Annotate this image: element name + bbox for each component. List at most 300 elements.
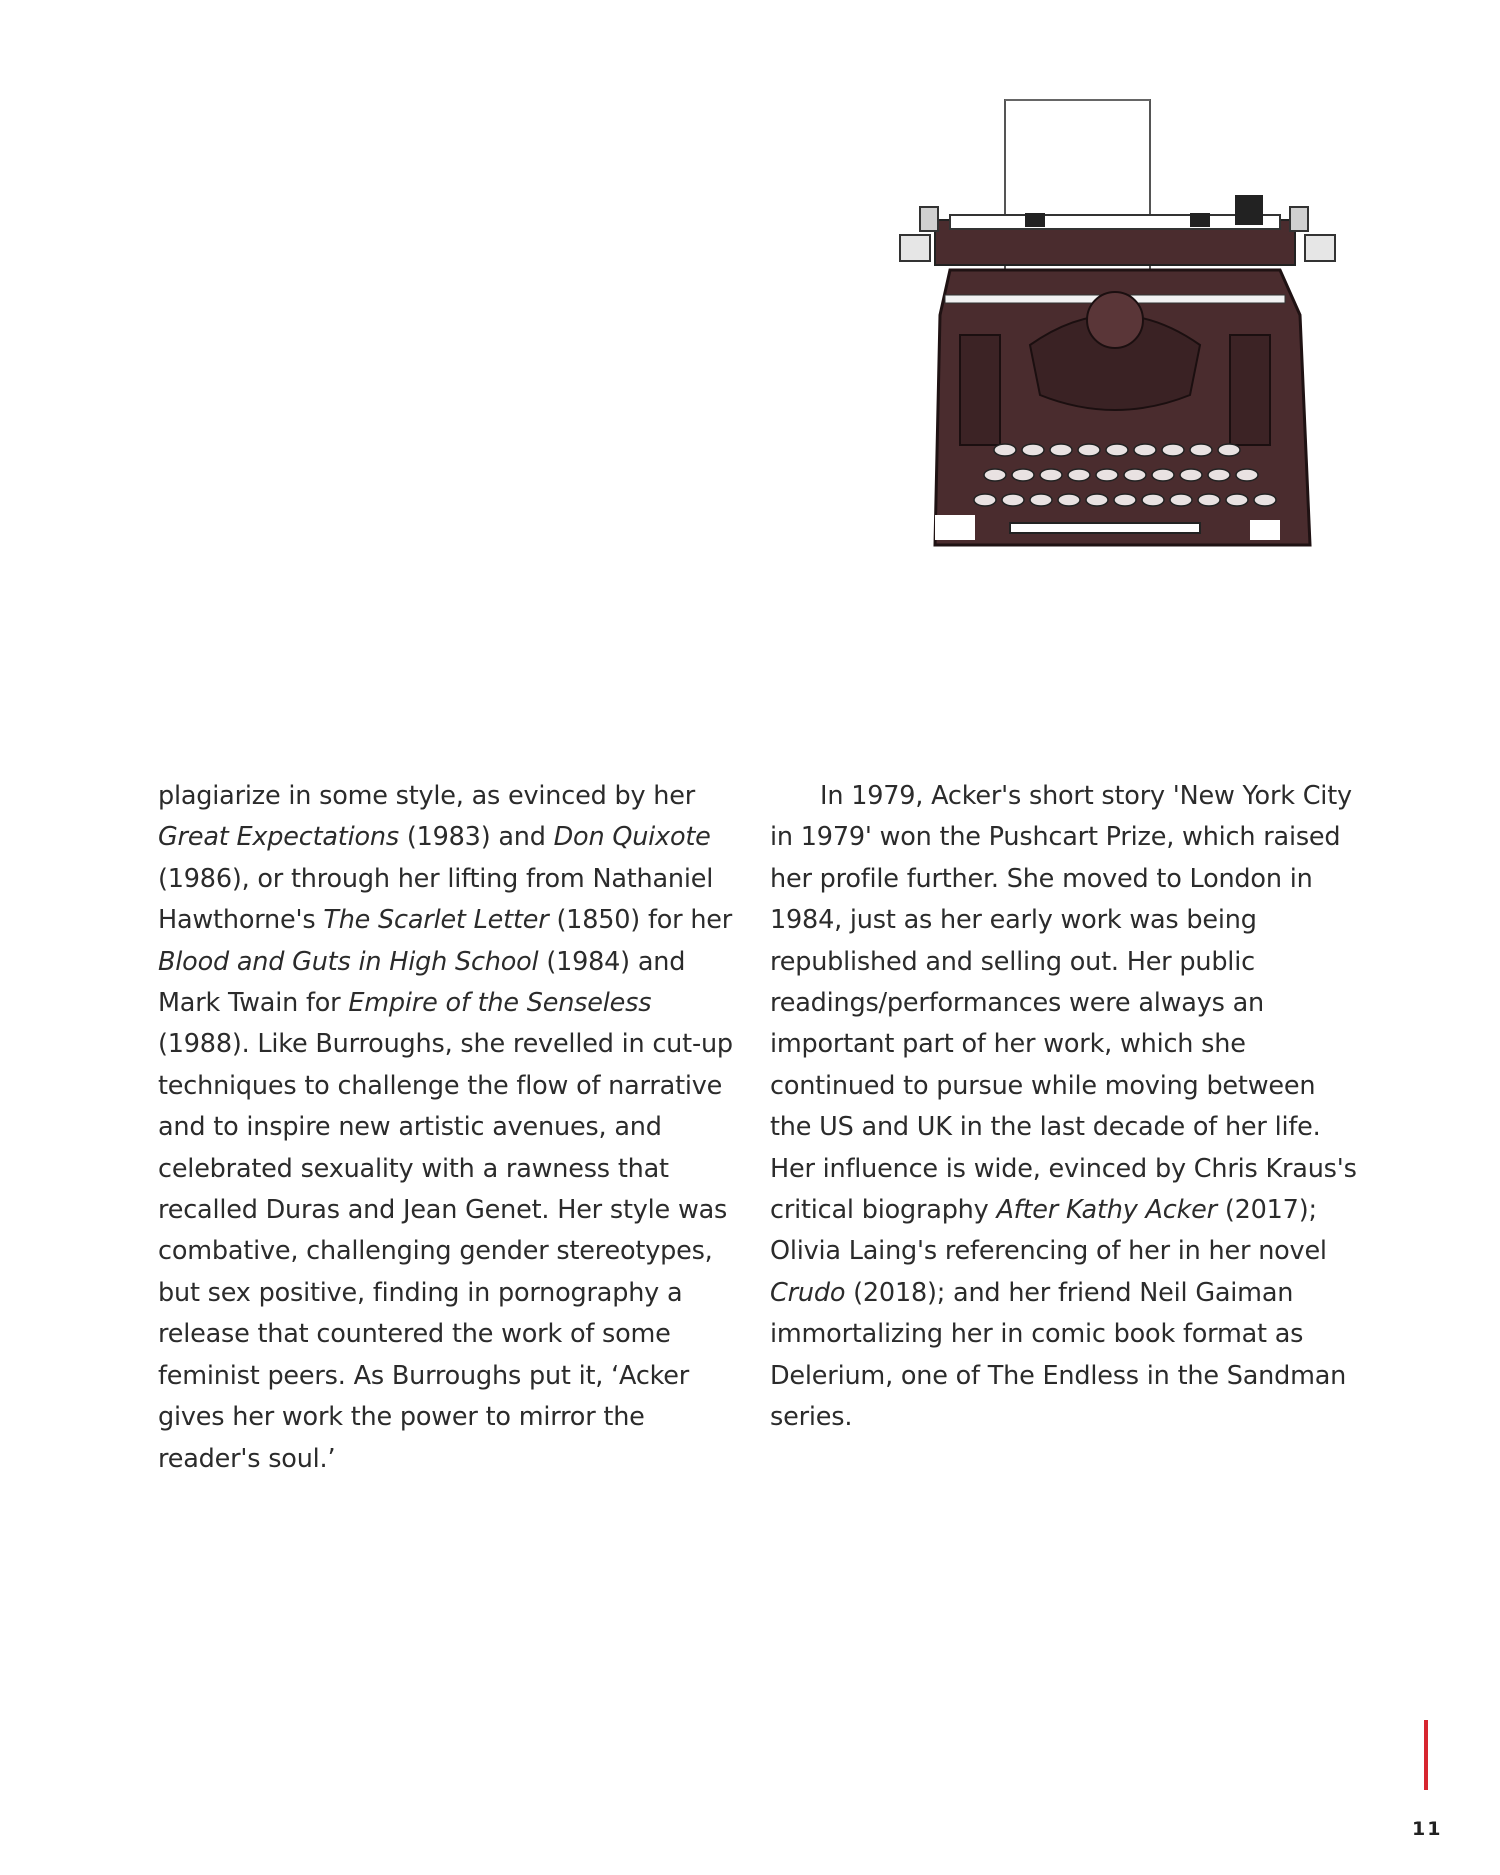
text-segment: her — [1008, 1277, 1051, 1308]
italic-title — [1058, 1195, 1066, 1225]
text-segment: ‘Acker — [611, 1360, 690, 1391]
text-line — [770, 1190, 1370, 1231]
text-segment: inspire — [246, 1112, 331, 1143]
text-line — [770, 900, 1370, 941]
text-segment: (1988). — [158, 1029, 250, 1060]
text-segment: the — [990, 1112, 1032, 1143]
text-segment: Her — [770, 1153, 815, 1184]
italic-title: Empire — [348, 988, 438, 1019]
text-line — [770, 859, 1370, 900]
text-line — [158, 1273, 758, 1314]
text-segment — [640, 905, 648, 935]
text-segment: of — [1096, 1236, 1121, 1267]
text-segment: As — [353, 1360, 384, 1391]
text-segment: Gaiman — [1195, 1277, 1294, 1308]
text-segment — [459, 1278, 467, 1308]
text-segment — [568, 1071, 576, 1101]
text-segment — [500, 781, 508, 811]
italic-title: in — [358, 946, 382, 977]
text-segment: her — [950, 1319, 993, 1350]
text-line — [770, 1066, 1370, 1107]
text-segment: (1986), — [158, 863, 250, 894]
text-segment: her — [1208, 1236, 1251, 1267]
text-segment: to — [903, 1070, 929, 1101]
text-segment: UK — [916, 1112, 952, 1143]
text-segment: her — [939, 905, 982, 936]
text-segment: life. — [1274, 1112, 1321, 1143]
italic-title — [470, 988, 478, 1018]
text-segment: of — [955, 1360, 980, 1391]
italic-title: Guts — [292, 946, 351, 977]
text-line — [770, 983, 1370, 1024]
text-segment: of — [961, 1029, 986, 1060]
text-segment: moved — [1062, 863, 1149, 894]
text-segment: and — [498, 822, 546, 853]
text-segment: in — [1177, 1236, 1201, 1267]
text-segment: Jean — [403, 1195, 458, 1226]
text-segment: her — [770, 863, 812, 894]
text-line — [158, 1356, 758, 1397]
text-segment — [250, 1319, 258, 1349]
text-segment — [895, 1071, 903, 1101]
text-segment: just — [849, 905, 896, 936]
text-segment: 1984, — [770, 905, 843, 936]
italic-title: School — [454, 946, 539, 977]
text-segment: plagiarize — [158, 781, 281, 811]
text-segment: Chris — [1193, 1153, 1258, 1184]
text-segment — [1186, 1154, 1194, 1184]
text-segment — [600, 1071, 608, 1101]
italic-title: High — [389, 946, 448, 977]
text-segment: finding — [372, 1277, 460, 1308]
text-segment — [893, 1361, 901, 1391]
text-segment: Nathaniel — [592, 863, 714, 894]
text-segment: London — [1189, 863, 1282, 894]
text-segment — [1201, 1236, 1209, 1266]
text-segment — [1267, 1112, 1275, 1142]
text-segment: an — [1232, 988, 1264, 1019]
text-segment — [1217, 1195, 1225, 1225]
text-segment: (2017); — [1224, 1195, 1317, 1226]
text-segment: from — [525, 863, 585, 894]
text-line — [158, 1024, 758, 1065]
text-line — [770, 1397, 1370, 1438]
text-line — [158, 1231, 758, 1272]
text-segment: feminist — [158, 1360, 260, 1391]
text-segment — [498, 1154, 506, 1184]
text-segment — [1225, 988, 1233, 1018]
text-segment — [896, 905, 904, 935]
text-segment — [478, 1402, 486, 1432]
text-segment: gives — [158, 1402, 225, 1433]
text-segment: profile — [819, 863, 899, 894]
italic-title: Kathy — [1065, 1195, 1138, 1226]
text-segment: decade — [1092, 1112, 1185, 1143]
text-line — [770, 1149, 1370, 1190]
text-segment — [1170, 1236, 1178, 1266]
text-segment: Pushcart — [988, 822, 1098, 853]
text-segment: artistic — [398, 1112, 485, 1143]
text-segment — [546, 822, 554, 852]
text-segment — [980, 1361, 988, 1391]
text-segment: book — [1113, 1319, 1176, 1350]
text-segment — [909, 1112, 917, 1142]
text-segment — [1193, 1029, 1201, 1059]
text-segment: in — [959, 1112, 983, 1143]
text-segment: the — [603, 1402, 645, 1433]
text-segment — [614, 1029, 622, 1059]
text-segment: Genet. — [465, 1195, 550, 1226]
text-segment — [399, 822, 407, 852]
italic-title: the — [477, 988, 519, 1019]
italic-title: After — [996, 1195, 1059, 1226]
right-column — [770, 776, 1370, 1439]
text-segment — [1085, 1112, 1093, 1142]
text-segment — [602, 1195, 610, 1225]
text-segment: the — [939, 822, 981, 853]
text-segment: techniques — [158, 1070, 297, 1101]
text-segment — [841, 1236, 849, 1266]
text-segment: City — [1302, 781, 1352, 811]
text-segment: Acker's — [931, 781, 1022, 811]
text-segment — [811, 1112, 819, 1142]
text-line — [770, 942, 1370, 983]
text-segment: combative, — [158, 1236, 299, 1267]
text-segment — [952, 1112, 960, 1142]
text-line — [158, 1149, 758, 1190]
text-segment — [954, 1029, 962, 1059]
text-segment: York — [1242, 781, 1295, 811]
text-segment: some — [319, 781, 388, 811]
italic-title: Don — [553, 822, 605, 853]
text-segment — [923, 781, 931, 811]
text-segment — [937, 1236, 945, 1266]
text-segment — [982, 905, 990, 935]
text-segment — [293, 1154, 301, 1184]
text-segment: as — [471, 781, 501, 811]
text-segment: and — [637, 946, 686, 977]
text-segment — [793, 822, 801, 852]
text-segment — [505, 1029, 513, 1059]
text-segment — [1023, 1071, 1031, 1101]
text-segment — [1032, 1112, 1040, 1142]
text-segment: to — [1156, 863, 1182, 894]
text-segment — [365, 1278, 373, 1308]
text-segment: Olivia — [770, 1236, 841, 1267]
italic-title: The — [323, 905, 371, 936]
text-segment — [258, 1195, 266, 1225]
text-segment: Endless — [1042, 1360, 1139, 1391]
text-line — [770, 1024, 1370, 1065]
text-segment: Delerium, — [770, 1360, 893, 1391]
text-line — [158, 900, 758, 941]
text-segment: recalled — [158, 1195, 258, 1226]
text-segment: work, — [1043, 1029, 1113, 1060]
text-line — [770, 1356, 1370, 1397]
text-segment: (2018); — [853, 1277, 946, 1308]
text-segment — [1139, 1361, 1147, 1391]
italic-title: Crudo — [770, 1277, 846, 1308]
text-segment — [842, 905, 850, 935]
text-segment — [1023, 1319, 1031, 1349]
text-segment: 1979' — [800, 822, 872, 853]
text-segment: new — [338, 1112, 391, 1143]
text-segment: mirror — [518, 1402, 596, 1433]
text-segment: referencing — [944, 1236, 1089, 1267]
text-segment: her — [690, 905, 733, 936]
text-segment — [981, 822, 989, 852]
text-segment: in — [1146, 1360, 1170, 1391]
italic-title — [447, 947, 455, 977]
text-segment: to — [304, 1070, 330, 1101]
text-segment: which — [1119, 1029, 1194, 1060]
text-segment: in — [467, 1277, 491, 1308]
text-segment — [1174, 822, 1182, 852]
left-paragraph — [158, 776, 758, 1480]
text-line — [158, 1107, 758, 1148]
text-segment: US — [819, 1112, 854, 1143]
text-segment: Laing's — [848, 1236, 937, 1267]
italic-title: Letter — [473, 905, 549, 936]
text-segment — [340, 1195, 348, 1225]
text-segment: a — [482, 1153, 498, 1184]
text-segment: part — [902, 1029, 954, 1060]
right-paragraph — [770, 776, 1370, 1439]
text-segment: through — [291, 863, 390, 894]
text-segment: which — [1182, 822, 1256, 853]
text-segment: cut-up — [652, 1029, 733, 1060]
text-segment: story — [1101, 781, 1165, 811]
text-segment — [1050, 1278, 1058, 1308]
text-segment: the — [350, 1402, 392, 1433]
text-segment: but — [158, 1277, 200, 1308]
text-segment: the — [1177, 1360, 1219, 1391]
text-segment: challenging — [306, 1236, 452, 1267]
text-segment: put — [528, 1360, 571, 1391]
text-segment: as — [1274, 1319, 1304, 1350]
text-segment: Burroughs, — [315, 1029, 453, 1060]
text-segment — [1267, 1319, 1275, 1349]
text-segment: (1983) — [406, 822, 491, 853]
text-segment: Sandman — [1226, 1360, 1347, 1391]
text-segment — [311, 781, 319, 811]
text-segment — [1295, 781, 1303, 811]
text-segment: her — [993, 1029, 1036, 1060]
text-segment — [815, 1154, 823, 1184]
text-segment — [1106, 1319, 1114, 1349]
text-segment — [1112, 1029, 1120, 1059]
text-segment: as — [903, 905, 933, 936]
text-segment — [1250, 1236, 1258, 1266]
text-segment: Hawthorne's — [158, 905, 316, 936]
text-segment: friend — [1057, 1277, 1132, 1308]
text-segment — [346, 1361, 354, 1391]
text-segment: she — [460, 1029, 505, 1060]
text-segment: her — [653, 781, 695, 811]
text-segment — [251, 1278, 259, 1308]
text-segment: short — [1028, 781, 1094, 811]
text-segment: Kraus's — [1265, 1153, 1357, 1184]
text-segment — [943, 1319, 951, 1349]
text-segment: and — [158, 1112, 206, 1143]
text-segment: a — [666, 1277, 683, 1308]
text-segment: moving — [1104, 1070, 1199, 1101]
text-segment — [966, 1154, 974, 1184]
text-segment: novel — [1258, 1236, 1327, 1267]
text-segment: the — [467, 1070, 509, 1101]
text-segment: Her — [557, 1195, 602, 1226]
text-segment — [444, 1319, 452, 1349]
text-segment: (1850) — [556, 905, 641, 936]
italic-title: Expectations — [236, 822, 399, 853]
page-number: 11 — [1412, 1818, 1443, 1840]
text-segment: biography — [861, 1195, 989, 1226]
text-segment — [1219, 1361, 1227, 1391]
text-segment: Prize, — [1105, 822, 1175, 853]
text-segment — [899, 864, 907, 894]
text-segment: sex — [207, 1277, 251, 1308]
text-segment — [571, 1361, 579, 1391]
text-segment: that — [257, 1319, 309, 1350]
text-segment — [274, 1402, 282, 1432]
text-segment: selling — [980, 946, 1062, 977]
text-segment: reader's — [158, 1443, 261, 1474]
text-segment: challenge — [337, 1070, 460, 1101]
text-segment — [999, 864, 1007, 894]
text-segment: of — [576, 1070, 601, 1101]
text-segment: important — [770, 1029, 895, 1060]
text-line — [158, 776, 758, 817]
text-segment — [521, 1361, 529, 1391]
text-segment: in — [1000, 1319, 1024, 1350]
text-line — [770, 1107, 1370, 1148]
italic-title — [284, 947, 292, 977]
text-segment: series. — [770, 1402, 853, 1433]
text-segment: work — [281, 1402, 343, 1433]
text-segment — [938, 1154, 946, 1184]
text-line — [158, 1314, 758, 1355]
italic-title: Senseless — [526, 988, 652, 1019]
text-segment — [1147, 1154, 1155, 1184]
text-segment — [812, 864, 820, 894]
text-segment: were — [1069, 988, 1131, 1019]
text-segment: and — [953, 1277, 1001, 1308]
text-segment — [1282, 864, 1290, 894]
text-segment — [1021, 781, 1029, 811]
text-segment: her — [1128, 1236, 1170, 1267]
text-segment: of — [1192, 1112, 1218, 1143]
text-segment: critical — [770, 1195, 854, 1226]
text-segment: 'New — [1172, 781, 1235, 811]
text-segment — [392, 1402, 400, 1432]
text-line — [158, 1397, 758, 1438]
text-segment: pursue — [936, 1070, 1024, 1101]
text-segment: rawness — [505, 1153, 610, 1184]
text-line — [158, 817, 758, 858]
text-segment — [511, 1402, 519, 1432]
text-segment: Her — [1126, 946, 1172, 977]
text-segment — [1235, 781, 1243, 811]
text-segment — [603, 1361, 611, 1391]
text-line — [158, 1439, 758, 1480]
text-segment: Mark — [158, 988, 221, 1019]
text-line — [158, 1066, 758, 1107]
text-segment — [283, 864, 291, 894]
text-line — [770, 776, 1370, 817]
text-segment — [854, 1195, 862, 1225]
text-line — [158, 983, 758, 1024]
text-segment — [343, 1402, 351, 1432]
text-segment: and — [925, 946, 973, 977]
text-segment — [594, 1319, 602, 1349]
italic-title: Scarlet — [378, 905, 466, 936]
text-segment — [948, 1361, 956, 1391]
text-segment — [388, 781, 396, 811]
text-segment: in — [1289, 863, 1313, 894]
text-segment: being — [1186, 905, 1257, 936]
text-segment: narrative — [608, 1070, 723, 1101]
text-segment: her — [232, 1402, 274, 1433]
italic-title: Blood — [158, 946, 229, 977]
text-segment: one — [900, 1360, 948, 1391]
left-column — [158, 776, 758, 1480]
text-segment — [1098, 822, 1106, 852]
text-segment: in — [288, 781, 312, 811]
text-segment — [457, 1195, 465, 1225]
text-segment — [659, 1278, 667, 1308]
text-segment: continued — [770, 1070, 896, 1101]
text-segment: avenues, — [492, 1112, 607, 1143]
text-line — [770, 1273, 1370, 1314]
text-line — [770, 1314, 1370, 1355]
text-segment: countered — [316, 1319, 445, 1350]
text-segment: the — [770, 1112, 812, 1143]
text-segment: her — [1224, 1112, 1267, 1143]
text-segment — [298, 1236, 306, 1266]
text-line — [770, 1231, 1370, 1272]
text-line — [158, 859, 758, 900]
text-segment: wide, — [973, 1153, 1041, 1184]
text-segment: revelled — [512, 1029, 614, 1060]
text-segment — [1175, 1319, 1183, 1349]
text-segment: Duras — [265, 1195, 340, 1226]
text-segment: for — [306, 988, 341, 1019]
text-segment — [845, 1278, 853, 1308]
text-segment — [220, 988, 228, 1018]
text-line — [158, 1190, 758, 1231]
text-segment: 1979, — [851, 781, 924, 811]
text-segment: evinced — [1048, 1153, 1148, 1184]
text-segment: and — [861, 1112, 909, 1143]
text-line — [158, 942, 758, 983]
text-segment — [1054, 864, 1062, 894]
text-segment — [854, 1112, 862, 1142]
text-segment — [1088, 1236, 1096, 1266]
text-segment: to — [213, 1112, 239, 1143]
text-segment: is — [945, 1153, 966, 1184]
text-segment: immortalizing — [770, 1319, 943, 1350]
text-segment — [1119, 947, 1127, 977]
text-segment — [518, 864, 526, 894]
text-segment — [670, 1195, 678, 1225]
text-segment: celebrated — [158, 1153, 293, 1184]
page-accent-bar — [1424, 1720, 1428, 1790]
text-segment — [610, 1154, 618, 1184]
italic-title: Acker — [1145, 1195, 1217, 1226]
text-segment: Burroughs — [391, 1360, 522, 1391]
text-segment: last — [1039, 1112, 1085, 1143]
text-segment: Twain — [228, 988, 299, 1019]
